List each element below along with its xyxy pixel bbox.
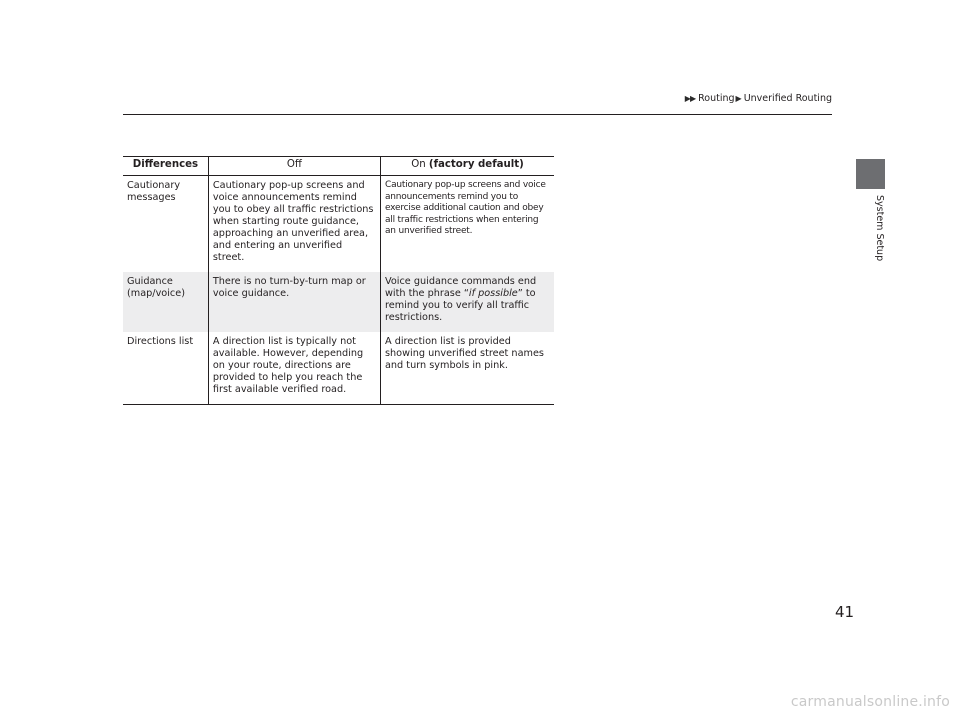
italic-phrase: if possible	[468, 288, 518, 299]
cell-on: Voice guidance commands end with the phrase “if possible” to remind you to verify all traffic restrictions.	[380, 272, 554, 332]
table-row	[123, 272, 554, 332]
table-row	[123, 176, 554, 273]
cell-off: There is no turn-by-turn map or voice guidance.	[208, 272, 380, 332]
watermark: carmanualsonline.info	[790, 694, 950, 710]
section-label: System Setup	[874, 195, 885, 262]
differences-table	[123, 156, 554, 405]
cell-on: A direction list is provided showing unverified street names and turn symbols in pink.	[380, 332, 554, 405]
double-triangle-icon: ▶▶	[684, 94, 696, 103]
header-on: On (factory default)	[380, 157, 554, 176]
row-label: Directions list	[123, 332, 208, 405]
triangle-icon: ▶	[735, 94, 741, 103]
page-number: 41	[835, 603, 855, 621]
header-off: Off	[208, 157, 380, 176]
cell-off: A direction list is typically not available. However, depending on your route, directions are provided to help you reach the first available verified road.	[208, 332, 380, 405]
row-label: Cautionary messages	[127, 180, 181, 203]
breadcrumb	[685, 93, 832, 104]
breadcrumb-item-unverified-routing[interactable]: Unverified Routing	[743, 93, 832, 104]
cell-off: Cautionary pop-up screens and voice announcements remind you to obey all traffic restrictions when starting route guidance, approaching an unverified area, and entering an unverified street.	[208, 176, 380, 273]
table-row	[123, 332, 554, 405]
breadcrumb-item-routing[interactable]: Routing	[698, 93, 735, 104]
header-rule	[123, 114, 832, 115]
row-label: Guidance (map/voice)	[123, 272, 208, 332]
cell-on: Cautionary pop-up screens and voice announcements remind you to exercise additional caution and obey all traffic restrictions when entering an unverified street.	[380, 176, 554, 273]
section-tab-marker	[856, 159, 885, 189]
header-differences: Differences	[123, 157, 208, 176]
table-header-row	[123, 157, 554, 176]
